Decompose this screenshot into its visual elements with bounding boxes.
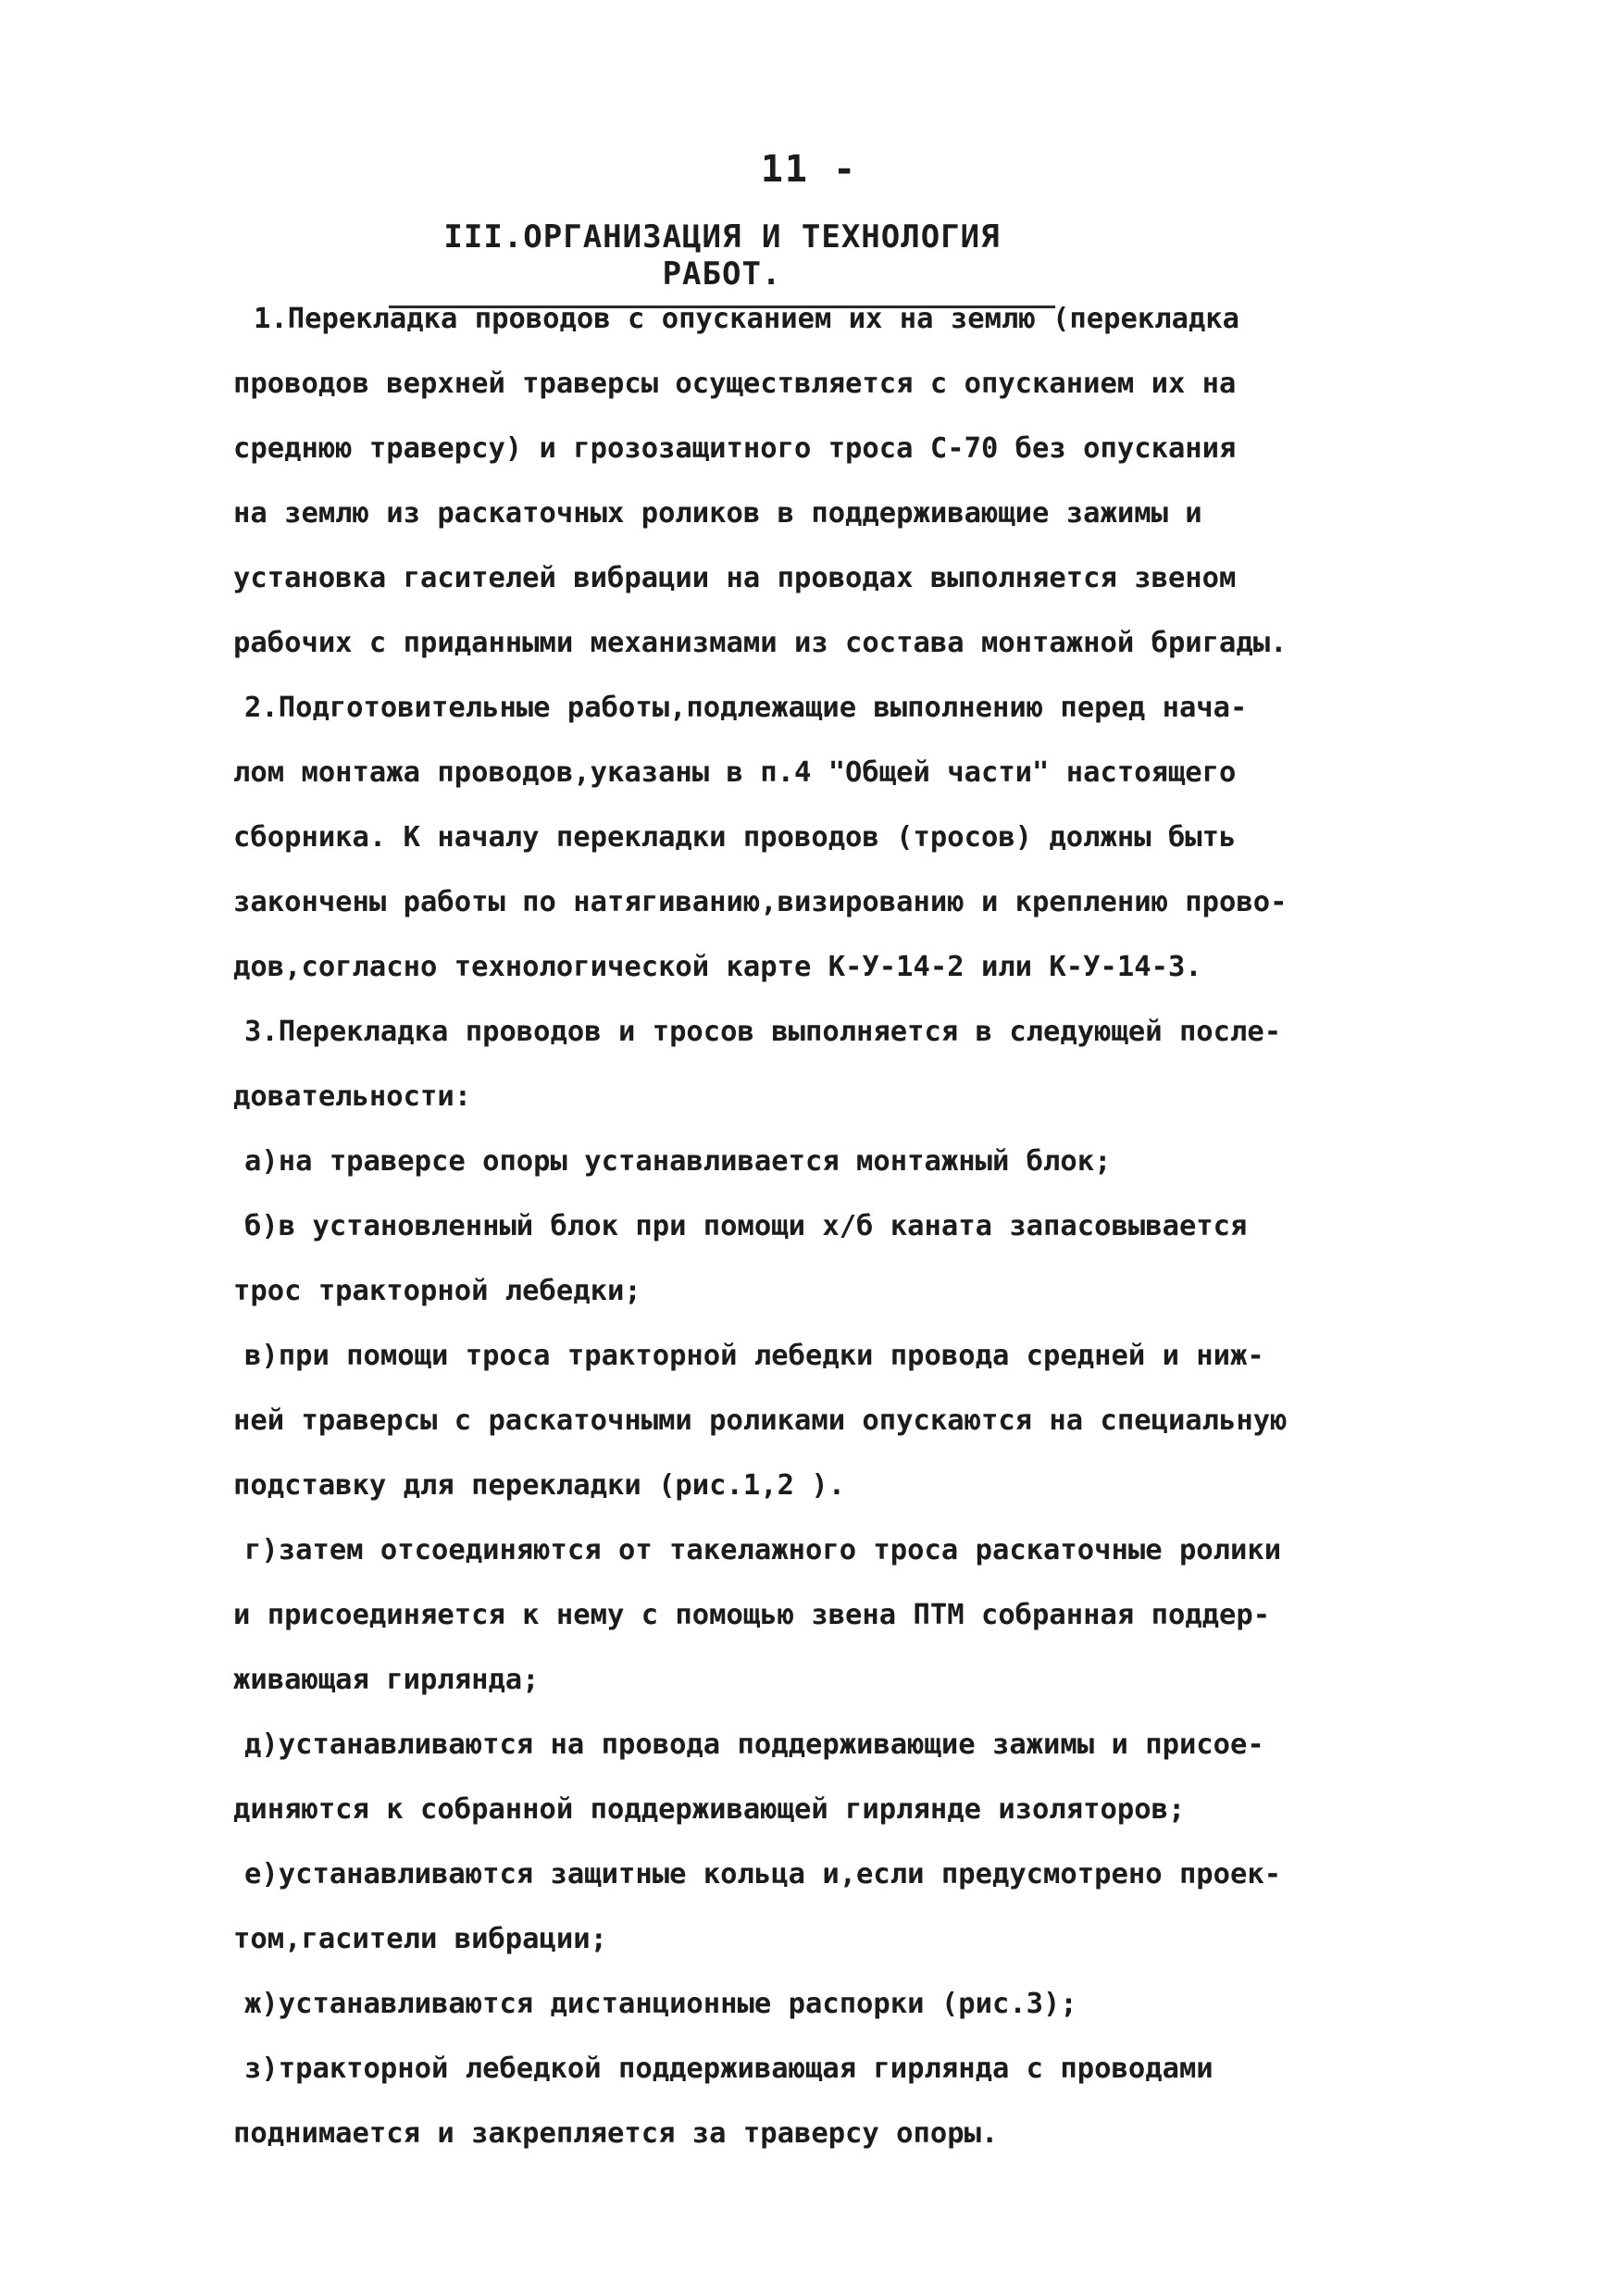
text-line: г)затем отсоединяются от такелажного троса раскаточные ролики — [244, 1534, 1282, 1566]
text-line: ней траверсы с раскаточными роликами опускаются на специальную — [233, 1404, 1288, 1437]
text-line: установка гасителей вибрации на проводах выполняется звеном — [233, 562, 1237, 594]
text-line: 2.Подготовительные работы,подлежащие выполнению перед нача- — [244, 692, 1248, 724]
text-line: рабочих с приданными механизмами из состава монтажной бригады. — [233, 627, 1288, 659]
text-line: в)при помощи троса тракторной лебедки провода средней и ниж- — [244, 1340, 1264, 1372]
text-line: том,гасители вибрации; — [233, 1923, 607, 1955]
text-line: б)в установленный блок при помощи х/б каната запасовывается — [244, 1210, 1248, 1242]
text-line: проводов верхней траверсы осуществляется с опусканием их на — [233, 368, 1237, 400]
text-line: а)на траверсе опоры устанавливается монтажный блок; — [244, 1145, 1112, 1178]
body-text — [233, 287, 1390, 2166]
text-line: живающая гирлянда; — [233, 1664, 540, 1696]
text-line: лом монтажа проводов,указаны в п.4 "Общей части" настоящего — [233, 756, 1237, 789]
text-line: диняются к собранной поддерживающей гирлянде изоляторов; — [233, 1793, 1186, 1826]
text-line: закончены работы по натягиванию,визированию и креплению прово- — [233, 886, 1288, 918]
text-line: поднимается и закрепляется за траверсу опоры. — [233, 2117, 999, 2150]
text-line: среднюю траверсу) и грозозащитного троса С-70 без опускания — [233, 432, 1237, 465]
section-title: III.ОРГАНИЗАЦИЯ И ТЕХНОЛОГИЯ РАБОТ. — [389, 218, 1055, 308]
text-line: 1.Перекладка проводов с опусканием их на землю (перекладка — [254, 303, 1240, 335]
text-line: сборника. К началу перекладки проводов (тросов) должны быть — [233, 821, 1237, 854]
text-line: е)устанавливаются защитные кольца и,если предусмотрено проек- — [244, 1858, 1282, 1890]
text-line: на землю из раскаточных роликов в поддерживающие зажимы и — [233, 497, 1202, 530]
text-line: довательности: — [233, 1080, 472, 1113]
text-line: подставку для перекладки (рис.1,2 ). — [233, 1469, 846, 1502]
text-line: трос тракторной лебедки; — [233, 1275, 641, 1307]
text-line: и присоединяется к нему с помощью звена ПТМ собранная поддер- — [233, 1599, 1271, 1631]
text-line: ж)устанавливаются дистанционные распорки (рис.3); — [244, 1988, 1077, 2020]
text-line: дов,согласно технологической карте К-У-14-2 или К-У-14-3. — [233, 951, 1202, 983]
text-line: д)устанавливаются на провода поддерживающие зажимы и присое- — [244, 1728, 1264, 1761]
text-line: 3.Перекладка проводов и тросов выполняется в следующей после- — [244, 1016, 1282, 1048]
text-line: з)тракторной лебедкой поддерживающая гирлянда с проводами — [244, 2053, 1214, 2085]
page-number: 11 - — [760, 148, 858, 191]
